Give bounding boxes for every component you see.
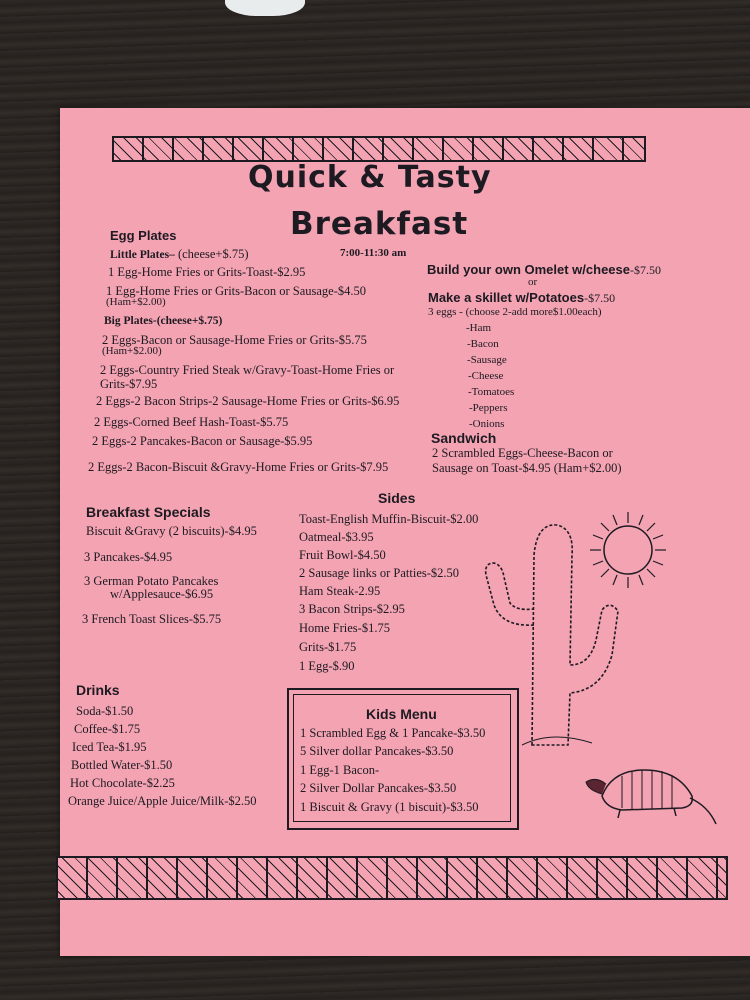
big-plate-item: 2 Eggs-2 Pancakes-Bacon or Sausage-$5.95 xyxy=(92,434,313,448)
side-item: Ham Steak-2.95 xyxy=(299,584,381,598)
omelet-or: or xyxy=(528,276,538,288)
little-plate-item: 1 Egg-Home Fries or Grits-Bacon or Sausage-$4.50 xyxy=(106,284,367,298)
cactus-icon xyxy=(462,515,642,755)
little-plates-label: Little Plates– xyxy=(110,249,175,261)
omelet-option: -Peppers xyxy=(469,402,508,414)
skillet-price: -$7.50 xyxy=(584,291,616,305)
omelet-line xyxy=(427,262,661,278)
side-item: Toast-English Muffin-Biscuit-$2.00 xyxy=(299,512,479,526)
side-item: 2 Sausage links or Patties-$2.50 xyxy=(299,566,460,580)
big-plate-item: 2 Eggs-Bacon or Sausage-Home Fries or Grits-$5.75 xyxy=(102,333,367,347)
little-plates-heading xyxy=(110,247,249,262)
big-plate-item: 2 Eggs-2 Bacon-Biscuit &Gravy-Home Fries or Grits-$7.95 xyxy=(88,460,389,474)
side-item: Home Fries-$1.75 xyxy=(299,621,390,635)
side-item: 3 Bacon Strips-$2.95 xyxy=(299,602,405,616)
drink-item: Soda-$1.50 xyxy=(76,704,134,718)
skillet-line xyxy=(428,290,615,306)
armadillo-icon xyxy=(582,758,722,828)
omelet-option: -Sausage xyxy=(467,354,507,366)
omelet-heading: Build your own Omelet w/cheese xyxy=(427,262,630,277)
sandwich-line: Sausage on Toast-$4.95 (Ham+$2.00) xyxy=(432,461,622,475)
menu-title: Quick & Tasty xyxy=(248,160,492,195)
kids-item: 5 Silver dollar Pancakes-$3.50 xyxy=(300,744,454,758)
side-item: Fruit Bowl-$4.50 xyxy=(299,548,386,562)
big-plate-item: 2 Eggs-Country Fried Steak w/Gravy-Toast-Home Fries or xyxy=(100,363,395,377)
bottom-border-pattern xyxy=(56,856,728,900)
hours: 7:00-11:30 am xyxy=(340,247,407,259)
drink-item: Bottled Water-$1.50 xyxy=(71,758,173,772)
special-item: w/Applesauce-$6.95 xyxy=(110,587,214,601)
little-plates-note: (cheese+$.75) xyxy=(177,247,249,261)
drink-item: Coffee-$1.75 xyxy=(74,722,141,736)
omelet-option: -Cheese xyxy=(468,370,504,382)
side-item: 1 Egg-$.90 xyxy=(299,659,355,673)
big-plate-item: 2 Eggs-Corned Beef Hash-Toast-$5.75 xyxy=(94,415,289,429)
side-item: Grits-$1.75 xyxy=(299,640,357,654)
kids-item: 1 Egg-1 Bacon- xyxy=(300,763,380,777)
drinks-heading: Drinks xyxy=(76,682,120,698)
menu-subtitle: Breakfast xyxy=(290,206,469,242)
drink-item: Hot Chocolate-$2.25 xyxy=(70,776,175,790)
omelet-option: -Bacon xyxy=(467,338,499,350)
specials-heading: Breakfast Specials xyxy=(86,504,211,520)
sandwich-line: 2 Scrambled Eggs-Cheese-Bacon or xyxy=(432,446,613,460)
side-item: Oatmeal-$3.95 xyxy=(299,530,374,544)
kids-item: 1 Biscuit & Gravy (1 biscuit)-$3.50 xyxy=(300,800,479,814)
omelet-option: -Onions xyxy=(469,418,505,430)
special-item: 3 German Potato Pancakes xyxy=(84,574,219,588)
omelet-option: -Ham xyxy=(466,322,492,334)
kids-menu-heading: Kids Menu xyxy=(366,706,437,722)
egg-plates-heading: Egg Plates xyxy=(110,228,177,243)
special-item: Biscuit &Gravy (2 biscuits)-$4.95 xyxy=(86,524,257,538)
big-plates-heading: Big Plates-(cheese+$.75) xyxy=(104,315,223,327)
big-plate-item: Grits-$7.95 xyxy=(100,377,158,391)
special-item: 3 French Toast Slices-$5.75 xyxy=(82,612,222,626)
little-plate-item: 1 Egg-Home Fries or Grits-Toast-$2.95 xyxy=(108,265,306,279)
big-plate-item: 2 Eggs-2 Bacon Strips-2 Sausage-Home Fries or Grits-$6.95 xyxy=(96,394,400,408)
skillet-heading: Make a skillet w/Potatoes xyxy=(428,290,585,305)
kids-item: 2 Silver Dollar Pancakes-$3.50 xyxy=(300,781,457,795)
little-plate-note: (Ham+$2.00) xyxy=(106,296,166,308)
sandwich-heading: Sandwich xyxy=(431,430,497,446)
omelet-price: -$7.50 xyxy=(630,263,661,277)
sides-heading: Sides xyxy=(378,490,416,506)
big-plate-note: (Ham+$2.00) xyxy=(102,345,162,357)
drink-item: Iced Tea-$1.95 xyxy=(72,740,147,754)
omelet-choose: 3 eggs - (choose 2-add more$1.00each) xyxy=(428,306,602,318)
top-border-pattern xyxy=(112,136,646,162)
kids-item: 1 Scrambled Egg & 1 Pancake-$3.50 xyxy=(300,726,486,740)
special-item: 3 Pancakes-$4.95 xyxy=(84,550,173,564)
drink-item: Orange Juice/Apple Juice/Milk-$2.50 xyxy=(68,794,257,808)
omelet-option: -Tomatoes xyxy=(468,386,515,398)
